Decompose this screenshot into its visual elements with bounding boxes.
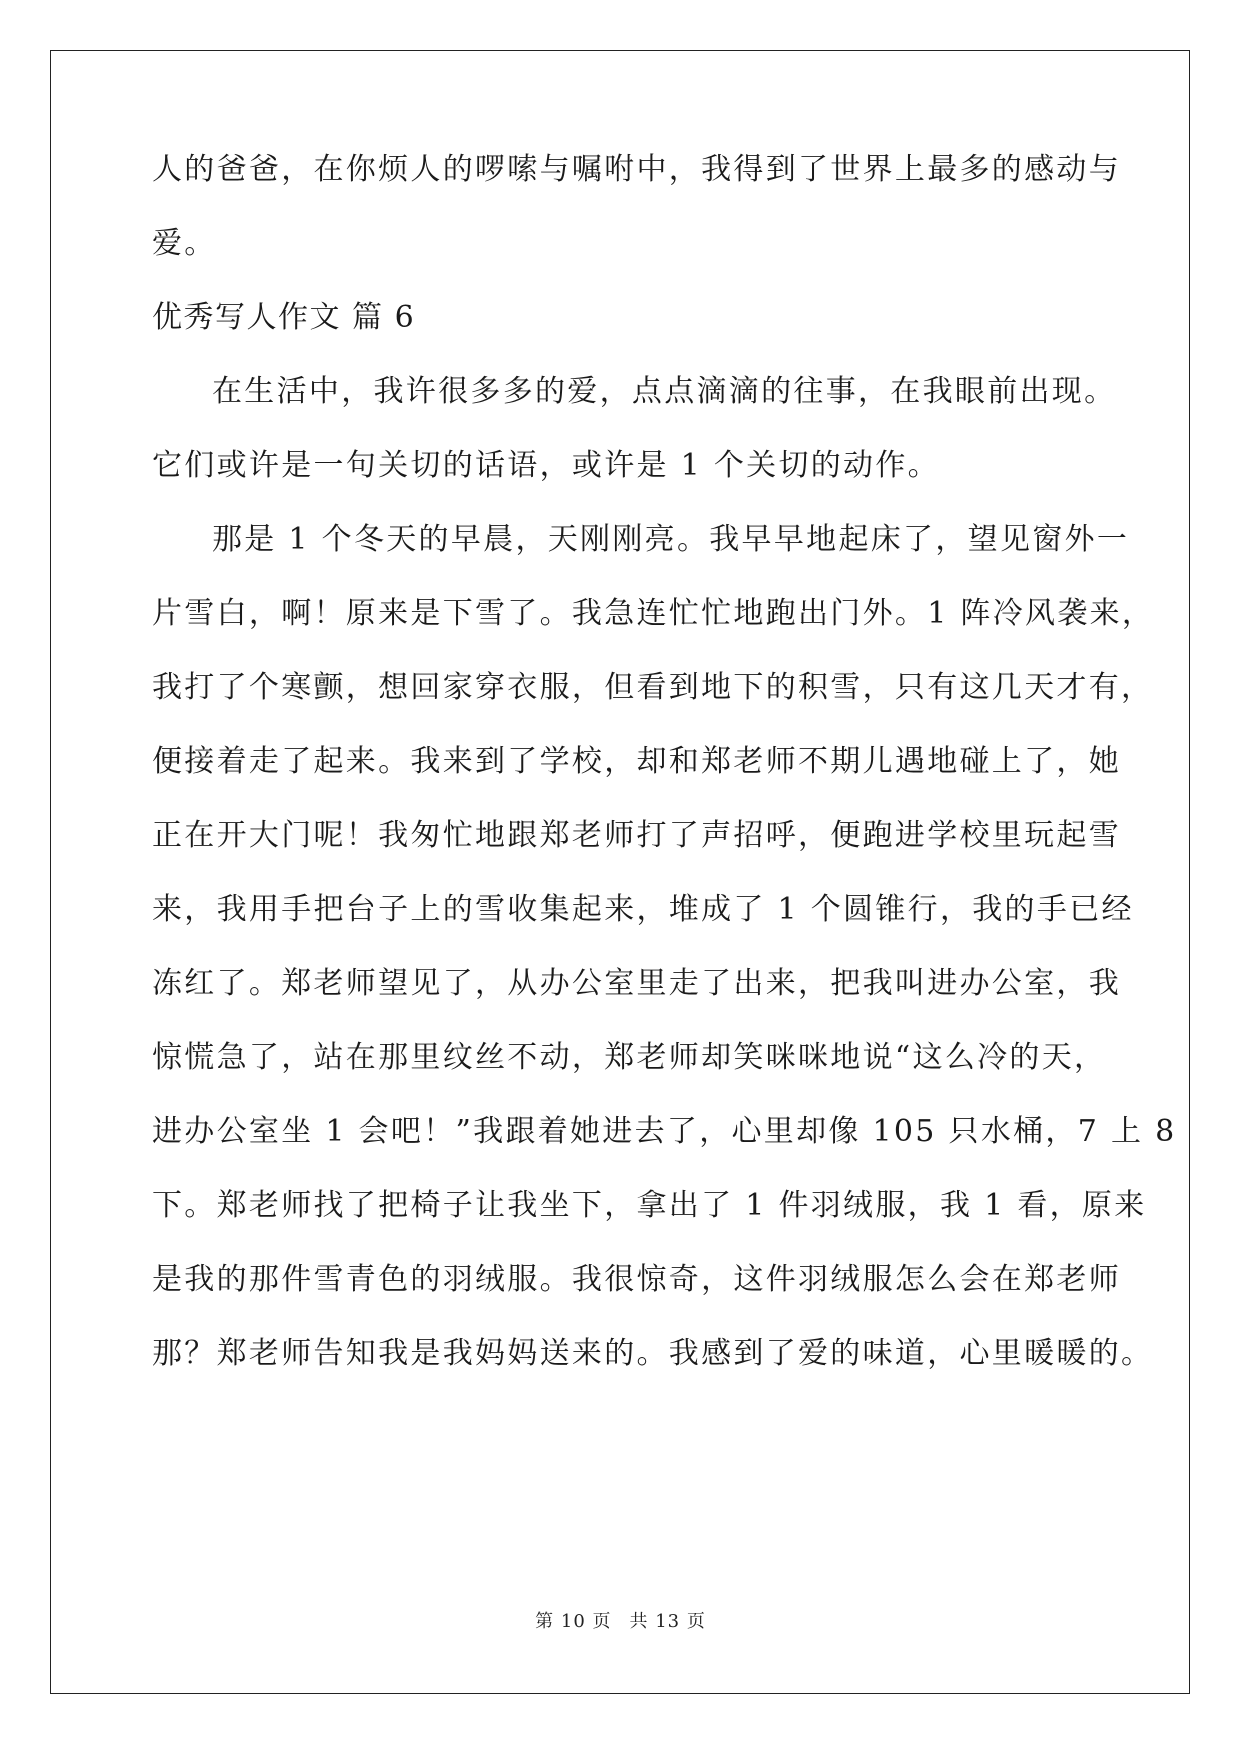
paragraph-first-line: 在生活中，我许很多多的爱，点点滴滴的往事，在我眼前出现。 [212, 374, 1117, 409]
text-line: 便接着走了起来。我来到了学校，却和郑老师不期儿遇地碰上了，她 [152, 744, 1121, 779]
text-line: 片雪白，啊！原来是下雪了。我急连忙忙地跑出门外。1 阵冷风袭来， [152, 596, 1155, 631]
total-page-count: 共 13 页 [629, 1611, 706, 1632]
text-line: 我打了个寒颤，想回家穿衣服，但看到地下的积雪，只有这几天才有， [152, 670, 1154, 705]
text-line: 进办公室坐 1 会吧！”我跟着她进去了，心里却像 105 只水桶，7 上 8 [152, 1114, 1177, 1149]
page-footer [0, 1610, 1241, 1634]
text-line: 是我的那件雪青色的羽绒服。我很惊奇，这件羽绒服怎么会在郑老师 [152, 1262, 1121, 1297]
text-line: 冻红了。郑老师望见了，从办公室里走了出来，把我叫进办公室，我 [152, 966, 1121, 1001]
current-page-number: 第 10 页 [535, 1611, 612, 1632]
text-line: 人的爸爸，在你烦人的啰嗦与嘱咐中，我得到了世界上最多的感动与 [152, 152, 1121, 187]
text-line: 来，我用手把台子上的雪收集起来，堆成了 1 个圆锥行，我的手已经 [152, 892, 1134, 927]
page-border [50, 50, 1190, 1694]
paragraph-first-line: 那是 1 个冬天的早晨，天刚刚亮。我早早地起床了，望见窗外一 [212, 522, 1130, 557]
text-line: 它们或许是一句关切的话语，或许是 1 个关切的动作。 [152, 448, 940, 483]
section-heading: 优秀写人作文 篇 6 [152, 300, 416, 335]
text-line: 正在开大门呢！我匆忙地跟郑老师打了声招呼，便跑进学校里玩起雪 [152, 818, 1121, 853]
text-line: 爱。 [152, 226, 217, 261]
text-line: 惊慌急了，站在那里纹丝不动，郑老师却笑咪咪地说“这么冷的天， [152, 1040, 1107, 1075]
text-line: 下。郑老师找了把椅子让我坐下，拿出了 1 件羽绒服，我 1 看，原来 [152, 1188, 1147, 1223]
text-line: 那？郑老师告知我是我妈妈送来的。我感到了爱的味道，心里暖暖的。 [152, 1336, 1154, 1371]
